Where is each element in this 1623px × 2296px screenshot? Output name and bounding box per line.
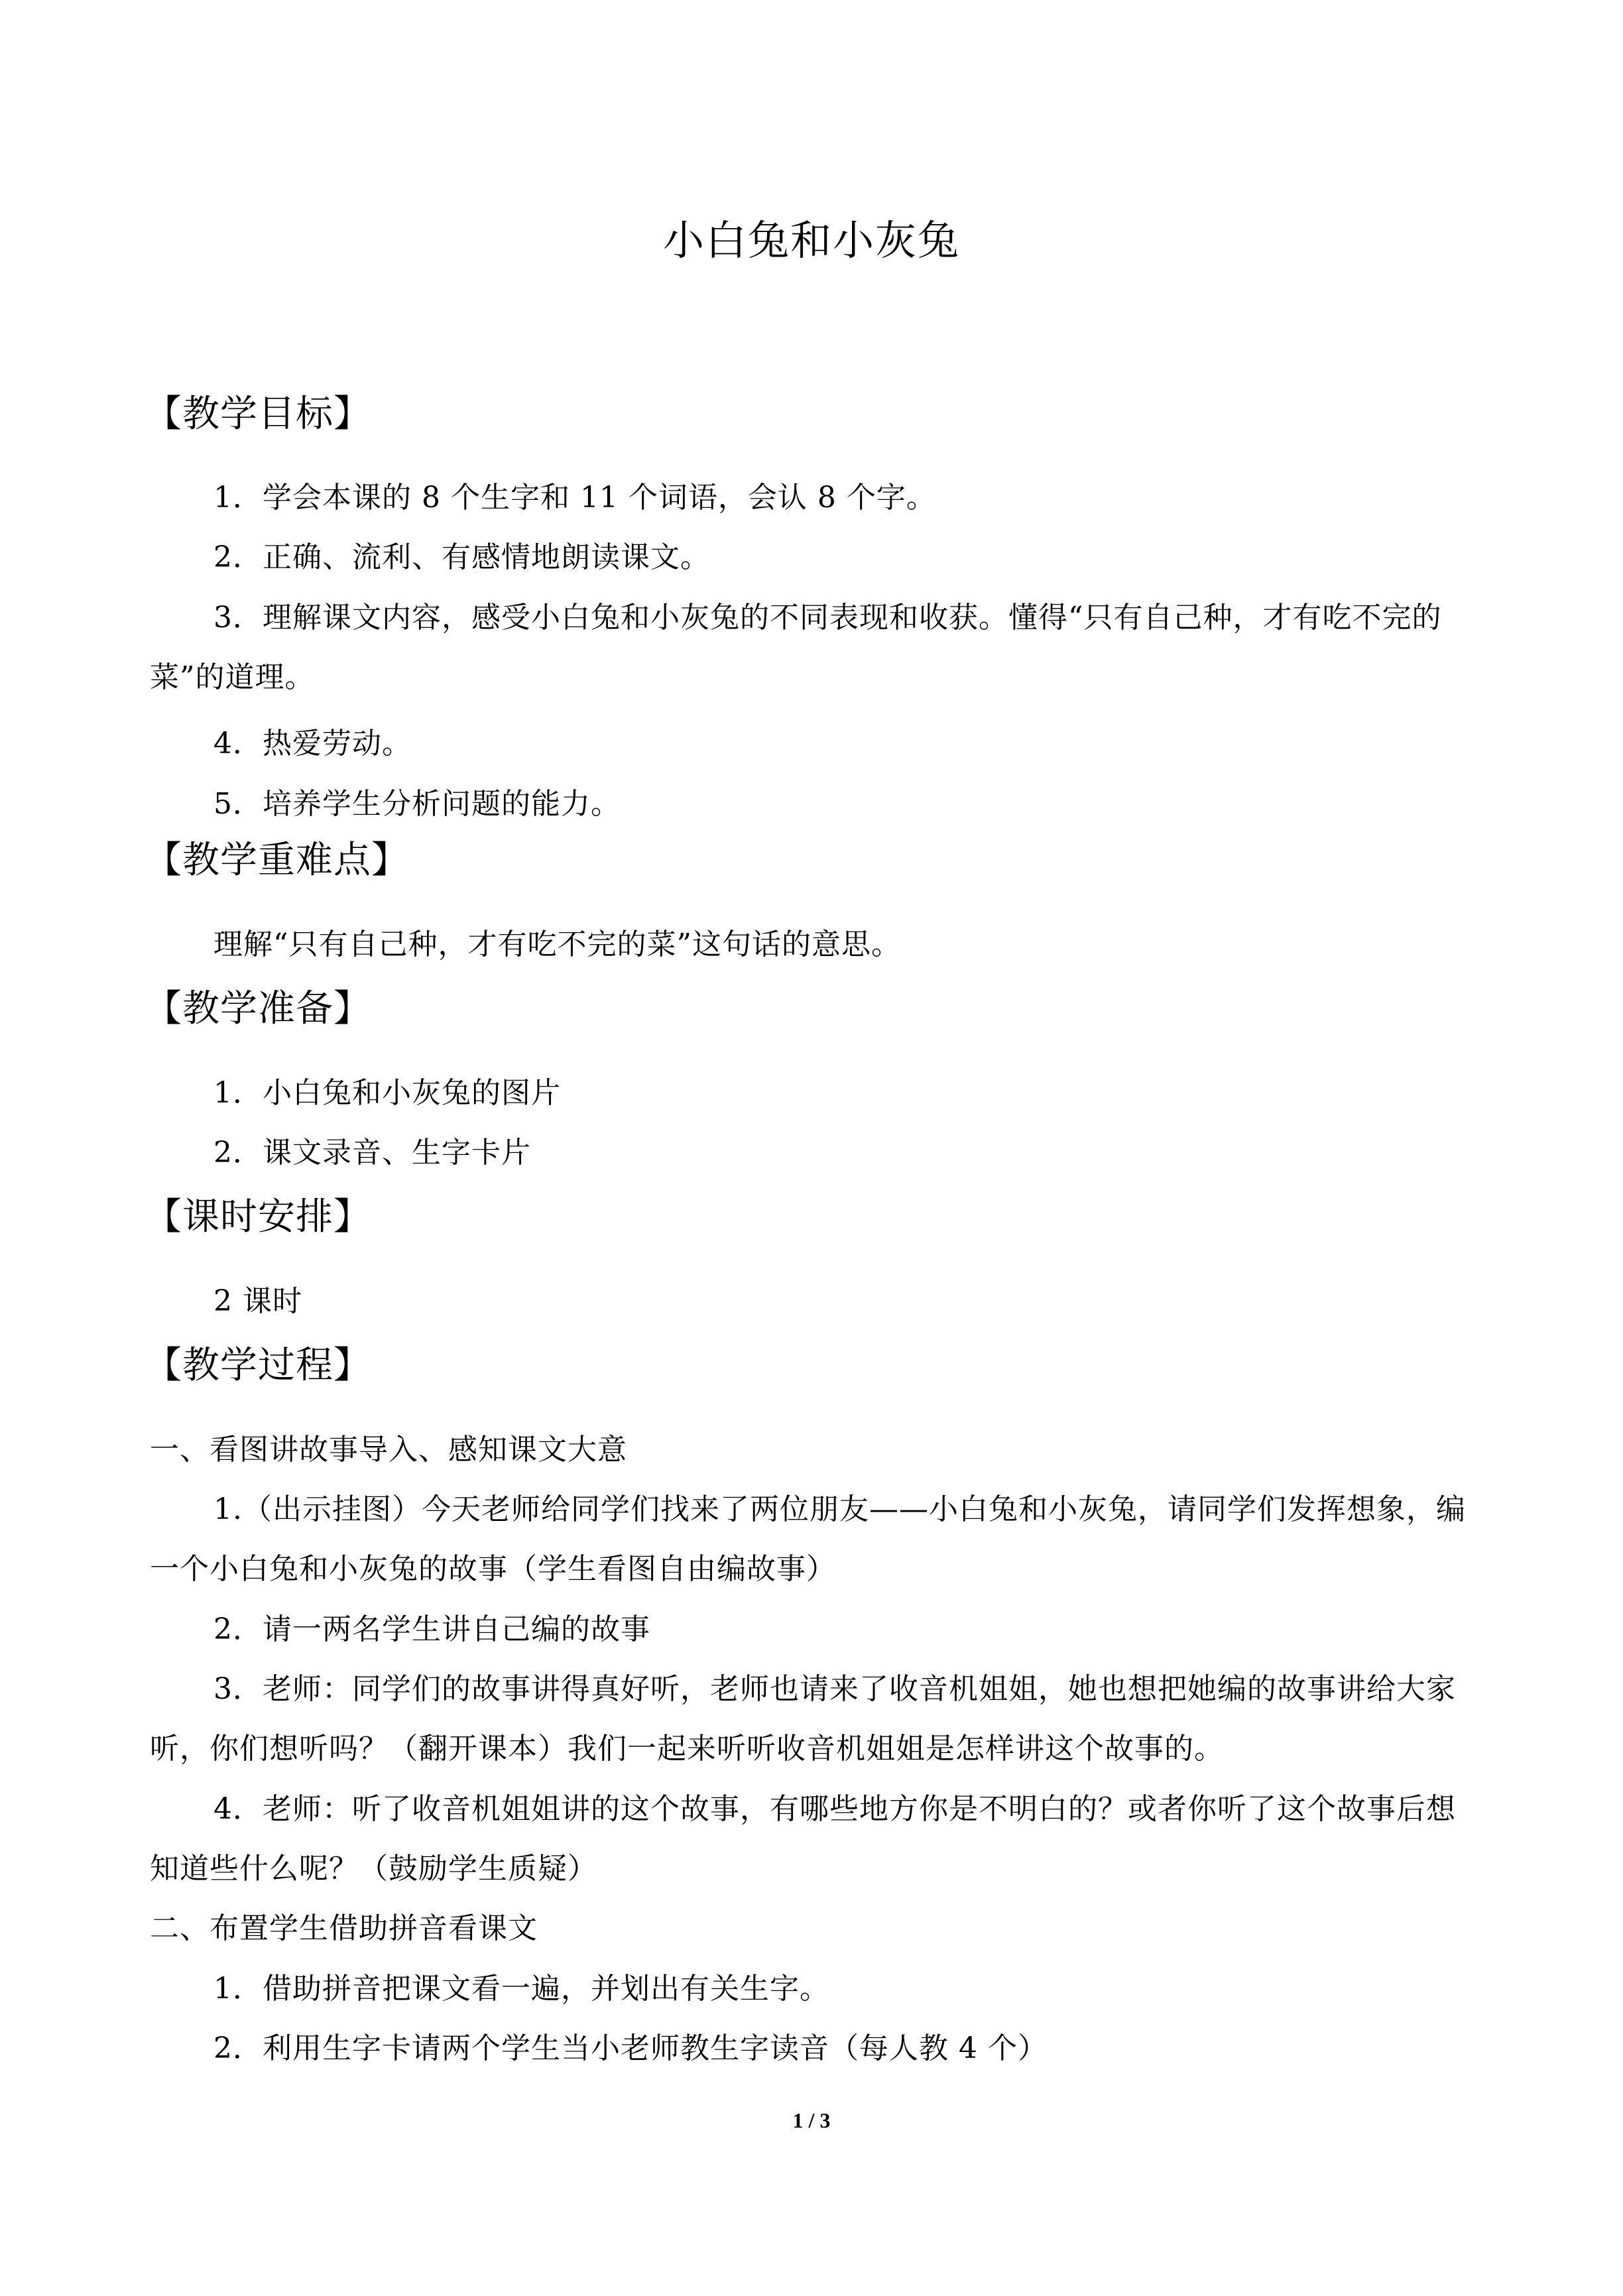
process-part2-item-1: 1．借助拼音把课文看一遍，并划出有关生字。	[213, 1972, 829, 2006]
process-part1-title: 一、看图讲故事导入、感知课文大意	[150, 1433, 627, 1467]
process-part1-item-1: 1.（出示挂图）今天老师给同学们找来了两位朋友——小白兔和小灰兔，请同学们发挥想象，编一个小白兔和小灰兔的故事（学生看图自由编故事）	[150, 1492, 1466, 1586]
goal-item-2: 2．正确、流利、有感情地朗读课文。	[213, 540, 710, 574]
process-part1-item-3: 3．老师：同学们的故事讲得真好听，老师也请来了收音机姐姐，她也想把她编的故事讲给大家听，你们想听吗？（翻开课本）我们一起来听听收音机姐姐是怎样讲这个故事的。	[150, 1672, 1456, 1766]
heading-preparation: 【教学准备】	[145, 987, 371, 1030]
goal-item-4: 4．热爱劳动。	[213, 727, 412, 760]
heading-teaching-goals: 【教学目标】	[145, 393, 371, 436]
process-part1-item-2: 2．请一两名学生讲自己编的故事	[213, 1612, 650, 1646]
heading-process: 【教学过程】	[145, 1344, 371, 1387]
goal-item-1: 1．学会本课的 8 个生字和 11 个词语，会认 8 个字。	[213, 481, 936, 514]
schedule-text: 2 课时	[213, 1284, 302, 1318]
document-title: 小白兔和小灰兔	[662, 216, 960, 265]
process-part2-title: 二、布置学生借助拼音看课文	[150, 1911, 538, 1945]
process-part2-item-2: 2．利用生字卡请两个学生当小老师教生字读音（每人教 4 个）	[213, 2031, 1048, 2065]
preparation-item-2: 2．课文录音、生字卡片	[213, 1136, 531, 1170]
process-part1-item-4: 4．老师：听了收音机姐姐讲的这个故事，有哪些地方你是不明白的？或者你听了这个故事后想知道些什么呢？（鼓励学生质疑）	[150, 1792, 1456, 1886]
goal-item-5: 5．培养学生分析问题的能力。	[213, 787, 621, 821]
preparation-item-1: 1．小白兔和小灰兔的图片	[213, 1076, 561, 1110]
page-number: 1 / 3	[792, 2108, 831, 2132]
heading-key-points: 【教学重难点】	[145, 839, 409, 882]
goal-item-3: 3．理解课文内容，感受小白兔和小灰兔的不同表现和收获。懂得“只有自己种，才有吃不完的菜”的道理。	[150, 601, 1442, 694]
heading-schedule: 【课时安排】	[145, 1195, 371, 1239]
key-points-text: 理解“只有自己种，才有吃不完的菜”这句话的意思。	[213, 928, 901, 961]
